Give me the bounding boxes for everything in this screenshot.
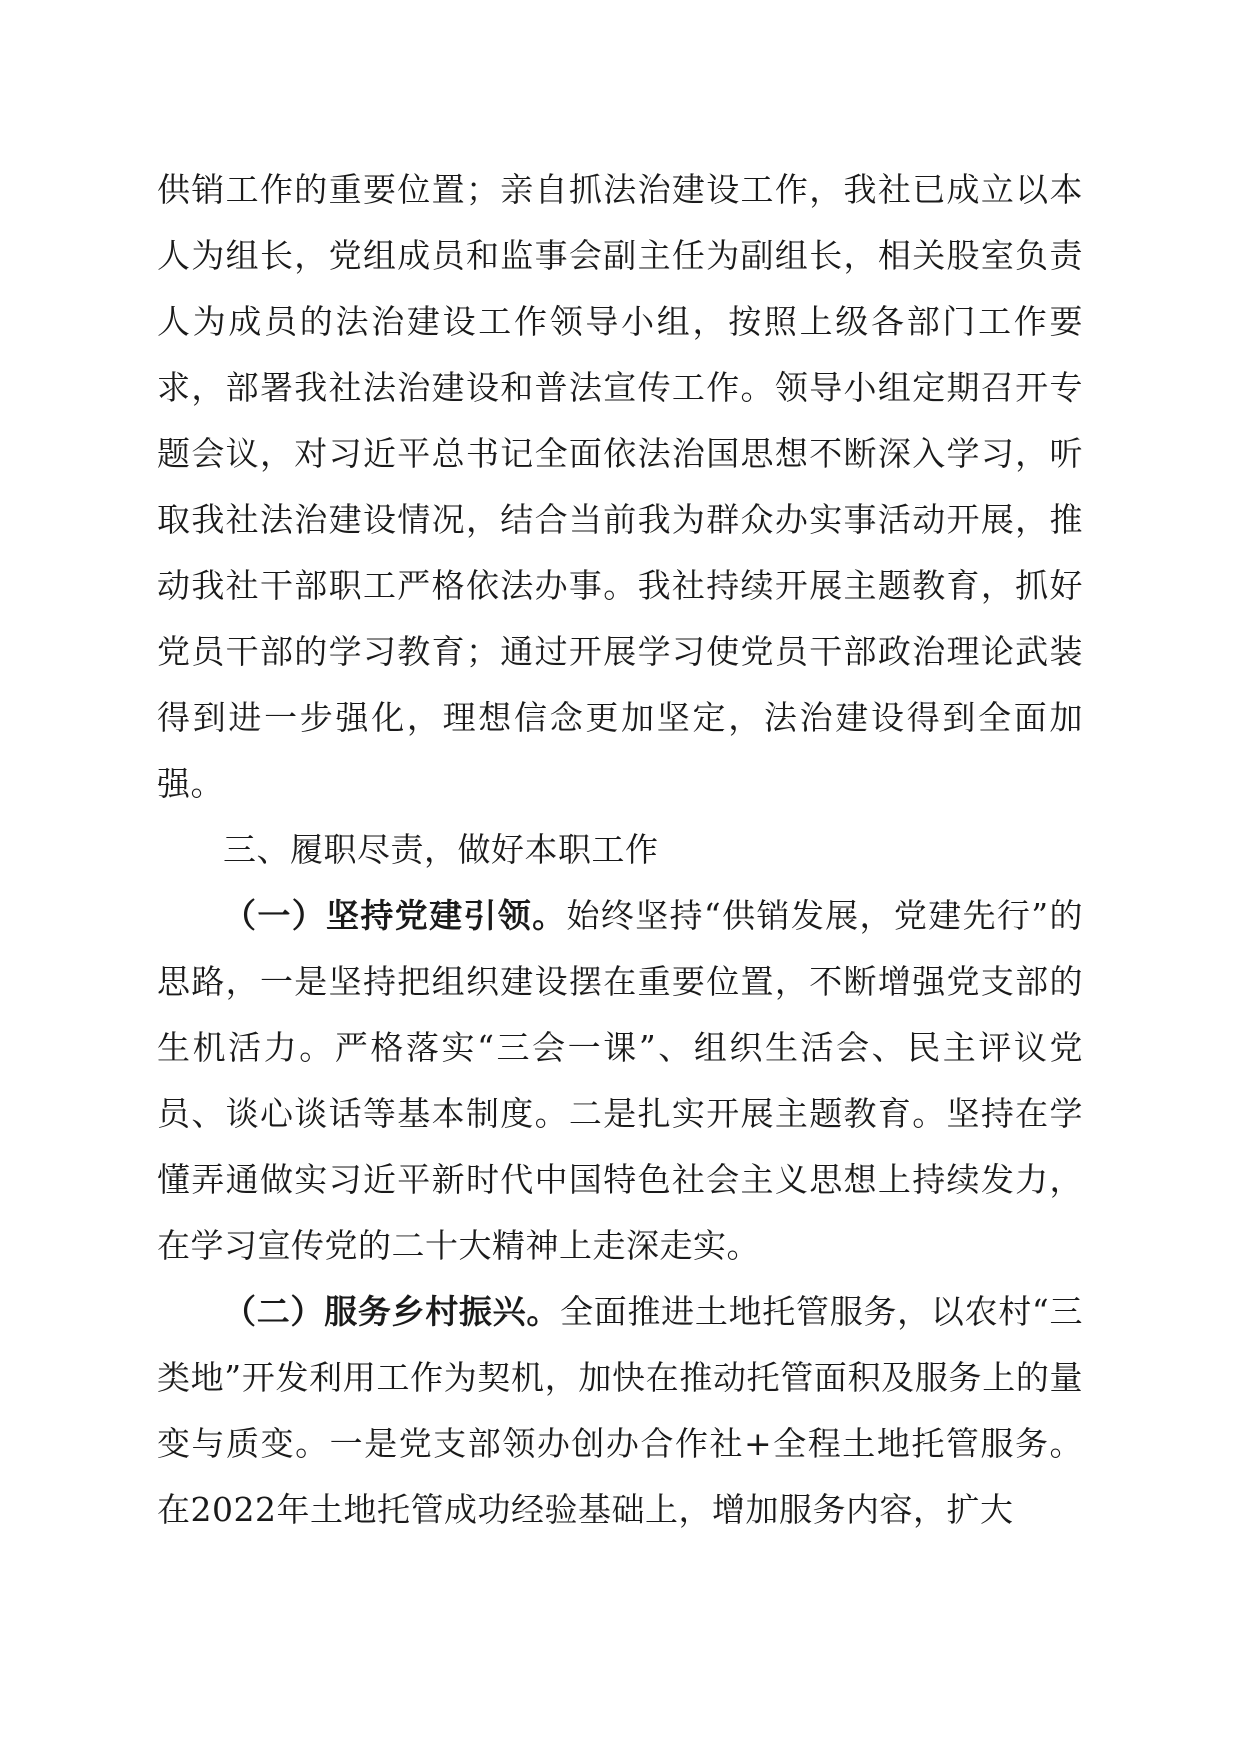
subheading-rural-revitalization: （二）服务乡村振兴。: [223, 1292, 561, 1331]
paragraph-rural-revitalization-body: 全面推进土地托管服务，以农村“三类地”开发利用工作为契机，加快在推动托管面积及服务上的量变与质变。一是党支部领办创办合作社+全程土地托管服务。在2022年土地托管成功经验基础上，增加服务内容，扩大: [157, 1292, 1084, 1529]
paragraph-rural-revitalization: [157, 1279, 1083, 1543]
section-heading-3: 三、履职尽责，做好本职工作: [223, 830, 659, 869]
paragraph-continued: 供销工作的重要位置；亲自抓法治建设工作，我社已成立以本人为组长，党组成员和监事会副主任为副组长，相关股室负责人为成员的法治建设工作领导小组，按照上级各部门工作要求，部署我社法治建设和普法宣传工作。领导小组定期召开专题会议，对习近平总书记全面依法治国思想不断深入学习，听取我社法治建设情况，结合当前我为群众办实事活动开展，推动我社干部职工严格依法办事。我社持续开展主题教育，抓好党员干部的学习教育；通过开展学习使党员干部政治理论武装得到进一步强化，理想信念更加坚定，法治建设得到全面加强。: [157, 170, 1083, 803]
subheading-party-building: （一）坚持党建引领。: [223, 896, 567, 935]
paragraph-party-building: [157, 883, 1083, 1279]
document-body: [157, 157, 1083, 1543]
paragraph-party-building-body: 始终坚持“供销发展，党建先行”的思路，一是坚持把组织建设摆在重要位置，不断增强党支部的生机活力。严格落实“三会一课”、组织生活会、民主评议党员、谈心谈话等基本制度。二是扎实开展主题教育。坚持在学懂弄通做实习近平新时代中国特色社会主义思想上持续发力，在学习宣传党的二十大精神上走深走实。: [157, 896, 1083, 1265]
